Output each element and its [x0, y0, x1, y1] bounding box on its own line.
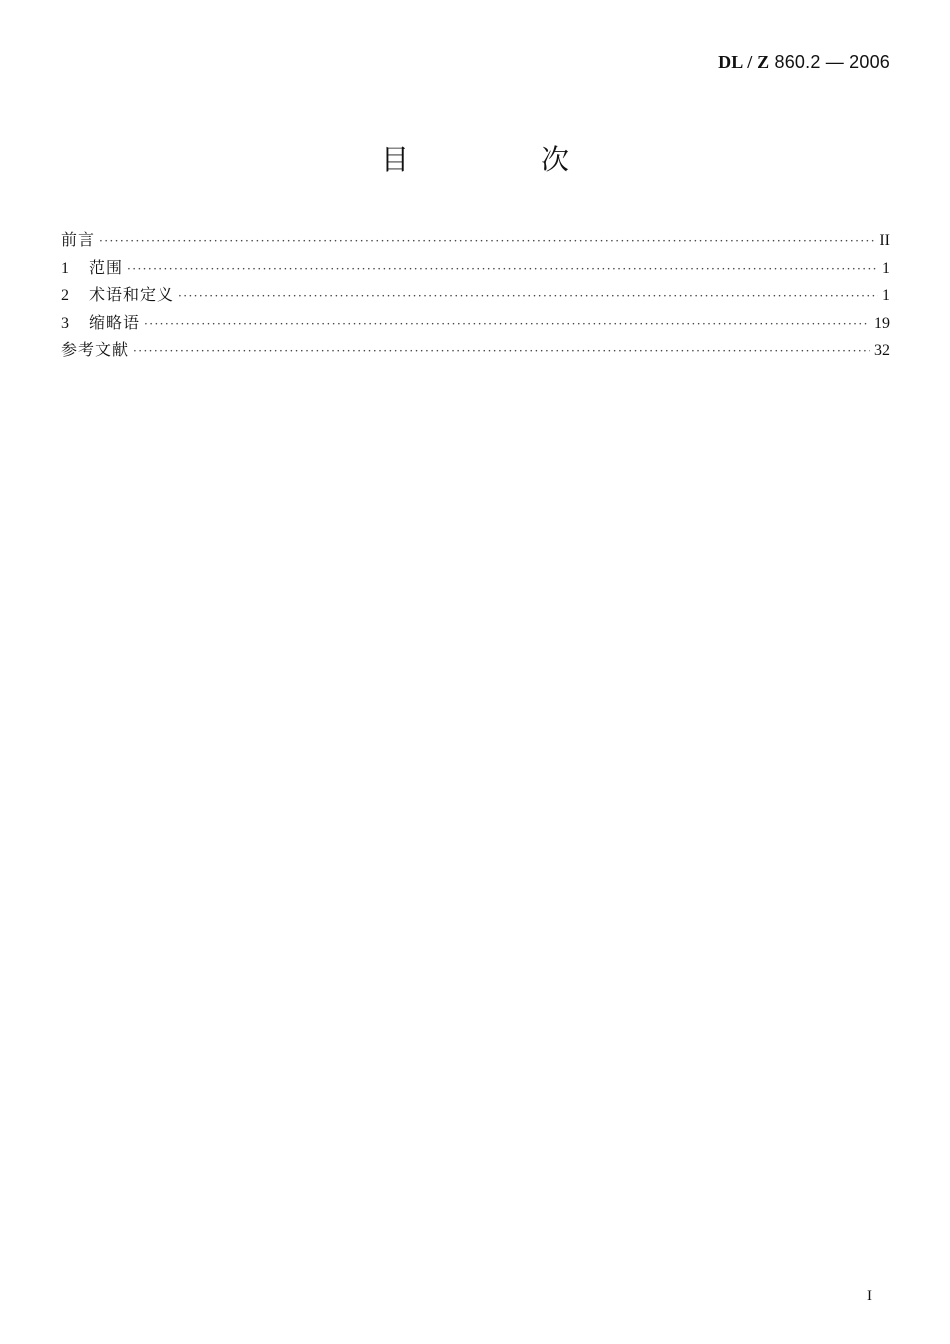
document-code	[718, 52, 890, 73]
toc-dot-leader	[144, 311, 870, 339]
toc-entry-abbreviations[interactable]	[61, 309, 890, 337]
toc-entry-page: II	[879, 232, 890, 249]
toc-entry-label: 参考文献	[61, 340, 130, 359]
toc-entry-label: 范围	[89, 257, 124, 277]
toc-dot-leader	[133, 338, 870, 366]
toc-entry-page: 1	[882, 287, 890, 304]
toc-entry-page: 32	[874, 342, 890, 359]
toc-entry-label: 缩略语	[89, 312, 141, 332]
toc-entry-number: 2	[61, 287, 69, 304]
toc-title: 目 次	[380, 143, 621, 176]
document-code-prefix: DL / Z	[718, 52, 770, 72]
toc-entry-scope[interactable]	[61, 254, 890, 282]
toc-entry-label: 前言	[61, 230, 96, 249]
page-number: I	[867, 1288, 872, 1304]
toc-entry-label: 术语和定义	[89, 285, 175, 304]
toc-entry-page: 1	[882, 259, 890, 277]
toc-entry-bibliography[interactable]	[61, 336, 890, 364]
toc-entry-foreword[interactable]	[61, 226, 890, 254]
toc-entry-page: 19	[874, 314, 890, 332]
document-code-number: 860.2 — 2006	[769, 52, 890, 72]
toc-dot-leader	[127, 256, 878, 284]
toc-dot-leader	[99, 228, 875, 256]
toc-entry-terms-definitions[interactable]	[61, 281, 890, 309]
toc-dot-leader	[178, 283, 878, 311]
table-of-contents	[61, 226, 890, 364]
toc-entry-number: 3	[61, 314, 69, 332]
toc-entry-number: 1	[61, 259, 69, 277]
